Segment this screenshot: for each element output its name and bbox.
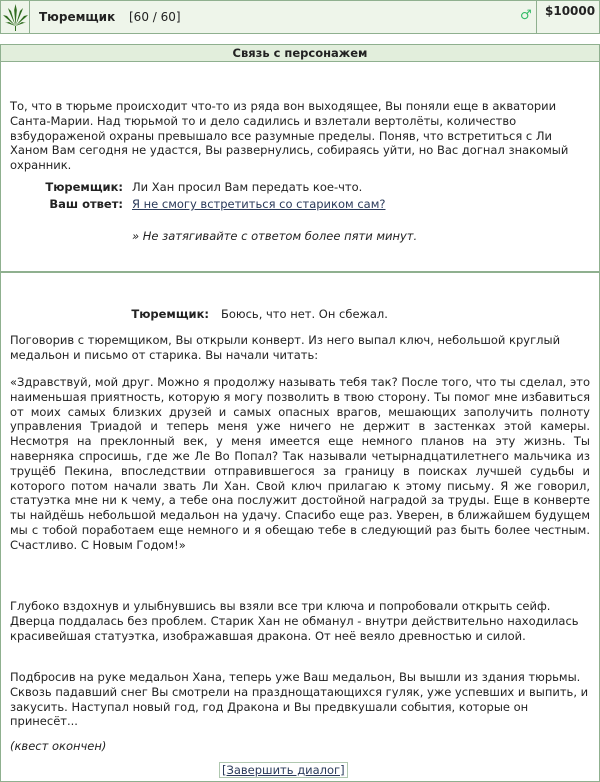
dialog-intro: То, что в тюрьме происходит что-то из ряда вон выходящее, Вы поняли еще в акватории Санта-Марии. Над тюрьмой то и дело садились и взлетали вертолёты, количество взбудораженой охраны превышало все разумные пределы. Поняв, что встретиться с Ли Ханом Вам сегодня не удастся, Вы развернулись, собираясь уйти, но Вас догнал знакомый охранник. [10, 99, 569, 173]
answer-option-link[interactable]: Я не смогу встретиться со стариком сам? [132, 197, 386, 211]
npc-label: Тюремщик: [45, 180, 123, 194]
story-paragraph-2: Глубоко вздохнув и улыбнувшись вы взяли все три ключа и попробовали открыть сейф. Дверца поддалась без проблем. Старик Хан не обманул - внутри действительно находилась красивейшая статуэтка, изображавшая дракона. От неё веяло древностью и силой. [10, 599, 579, 643]
character-header [0, 0, 600, 34]
character-hp: [60 / 60] [129, 10, 181, 24]
npc-reply-label: Тюремщик: [131, 307, 209, 321]
cannabis-leaf-icon [2, 2, 29, 32]
quest-status: (квест окончен) [10, 739, 107, 753]
answer-label: Ваш ответ: [49, 197, 123, 211]
npc-line: Ли Хан просил Вам передать кое-что. [132, 180, 363, 194]
story-paragraph-3: Подбросив на руке медальон Хана, теперь уже Ваш медальон, Вы вышли из здания тюрьмы. Сквозь падавший снег Вы смотрели на празднощатающихся гуляк, уже успевших и выпить, и закусить. Наступал новый год, год Дракона и Вы предвкушали события, которые он принесёт... [10, 670, 589, 729]
dialog-panel [0, 44, 600, 272]
time-limit-hint: » Не затягивайте с ответом более пяти минут. [132, 229, 418, 243]
npc-reply-row [1, 307, 591, 323]
dialog-title: Связь с персонажем [1, 45, 599, 62]
npc-line-row [1, 180, 591, 196]
finish-dialog-button[interactable]: [Завершить диалог] [219, 762, 348, 778]
npc-reply-line: Боюсь, что нет. Он сбежал. [221, 307, 388, 321]
money-amount: $10000 [545, 4, 596, 18]
story-paragraph-1: Поговорив с тюремщиком, Вы открыли конверт. Из него выпал ключ, небольшой круглый медальон и письмо от старика. Вы начали читать: [10, 333, 561, 362]
male-icon: ♂ [520, 8, 532, 23]
answer-row [1, 197, 591, 213]
result-panel [0, 272, 600, 782]
character-name: Тюремщик [39, 10, 116, 24]
letter-text: «Здравствуй, мой друг. Можно я продолжу называть тебя так? После того, что ты сделал, это наименьшая приятность, которую я могу позволить в твою сторону. Ты помог мне избавиться от моих самых близких друзей и самых опасных врагов, мешающих заполучить полноту управления Триадой и теперь меня уже ничего не держит в застенках этой камеры. Несмотря на преклонный век, у меня имеется еще немного планов на эту жизнь. Ты наверняка спросишь, где же Ле Во Попал? Так называли четырнадцатилетнего мальчика из трущёб Пекина, впоследствии отправившегося за границу в поисках лучшей судьбы и которого потом начали звать Ли Хан. Свой ключ прилагаю к этому письму. Я же говорил, статуэтка мне ни к чему, а тебе она послужит достойной наградой за труды. Еще в конверте ты найдёшь небольшой медальон на удачу. Спасибо еще раз. Уверен, в ближайшем будущем мы с тобой поработаем еще немного и я обещаю тебе в следующий раз быть более честным. Счастливо. С Новым Годом!» [10, 375, 590, 552]
